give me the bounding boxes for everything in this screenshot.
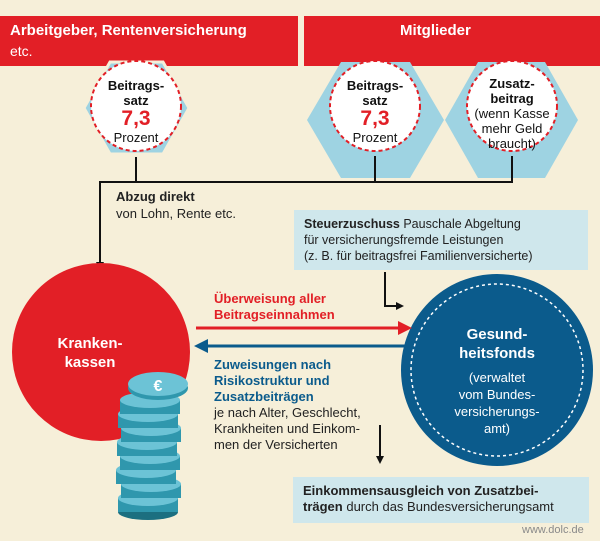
hex-member-unit: Prozent bbox=[352, 130, 398, 145]
transfer-label bbox=[214, 291, 335, 323]
gesundheitsfonds-line1: Gesund- bbox=[466, 326, 528, 343]
allocation-line1: Zuweisungen nach bbox=[214, 357, 332, 372]
allocation-text3: men der Versicherten bbox=[214, 437, 338, 452]
allocation-line3: Zusatzbeiträgen bbox=[214, 389, 314, 404]
svg-text:€: € bbox=[153, 378, 163, 395]
members-header-title: Mitglieder bbox=[400, 22, 471, 39]
hex-extra-line1: Zusatz- bbox=[489, 76, 535, 91]
employer-header-sub: etc. bbox=[10, 43, 33, 59]
gesundheitsfonds-text3: versicherungs- bbox=[454, 404, 540, 419]
watermark: www.dolc.de bbox=[522, 524, 584, 536]
hex-extra-line2: beitrag bbox=[490, 91, 534, 106]
bottom-box bbox=[293, 477, 589, 523]
krankenkassen-label bbox=[34, 334, 146, 372]
deduction-note bbox=[116, 188, 236, 222]
krankenkassen-line1: Kranken- bbox=[57, 335, 123, 352]
employer-header-title: Arbeitgeber, Rentenversicherung bbox=[10, 22, 247, 39]
tax-box-text2: für versicherungsfremde Leistungen bbox=[304, 233, 504, 247]
krankenkassen-line2: kassen bbox=[64, 354, 116, 371]
tax-box-title: Steuerzuschuss bbox=[304, 217, 400, 231]
allocation-line2: Risikostruktur und bbox=[214, 373, 330, 388]
tax-box-text1: Pauschale Abgeltung bbox=[399, 217, 521, 231]
gesundheitsfonds-line2: heitsfonds bbox=[459, 345, 535, 362]
hex-extra-line5: braucht) bbox=[488, 136, 536, 151]
allocation-text1: je nach Alter, Geschlecht, bbox=[214, 405, 361, 420]
hex-member-value: 7,3 bbox=[360, 107, 390, 130]
connector-tax bbox=[385, 272, 402, 306]
transfer-line2: Beitragseinnahmen bbox=[214, 307, 335, 322]
allocation-label bbox=[214, 357, 361, 453]
hex-employer-line2: satz bbox=[123, 93, 149, 108]
gesundheitsfonds-label bbox=[437, 325, 557, 437]
tax-box bbox=[294, 210, 588, 270]
bottom-box-title1: Einkommensausgleich von Zusatzbei- bbox=[303, 483, 539, 498]
hex-member-label bbox=[335, 78, 415, 145]
hex-member-line2: satz bbox=[362, 93, 388, 108]
allocation-text2: Krankheiten und Einkom- bbox=[214, 421, 360, 436]
hex-employer-line1: Beitrags- bbox=[107, 78, 165, 93]
bottom-box-text: durch das Bundesversicherungsamt bbox=[342, 499, 554, 514]
hex-member-line1: Beitrags- bbox=[346, 78, 404, 93]
hex-extra-line3: (wenn Kasse bbox=[474, 106, 550, 121]
gesundheitsfonds-text4: amt) bbox=[484, 421, 510, 436]
deduction-title: Abzug direkt bbox=[116, 189, 195, 204]
hex-employer-label bbox=[96, 78, 176, 145]
transfer-line1: Überweisung aller bbox=[214, 291, 326, 306]
gesundheitsfonds-text2: vom Bundes- bbox=[458, 387, 536, 402]
hex-extra-label bbox=[467, 76, 557, 151]
hex-employer-value: 7,3 bbox=[121, 107, 151, 130]
bottom-box-title2: trägen bbox=[303, 499, 343, 514]
hex-employer-unit: Prozent bbox=[113, 130, 159, 145]
tax-box-text3: (z. B. für beitragsfrei Familienversicherte) bbox=[304, 249, 533, 263]
hex-extra-line4: mehr Geld bbox=[481, 121, 543, 136]
deduction-text: von Lohn, Rente etc. bbox=[116, 206, 236, 221]
gesundheitsfonds-text1: (verwaltet bbox=[468, 370, 526, 385]
